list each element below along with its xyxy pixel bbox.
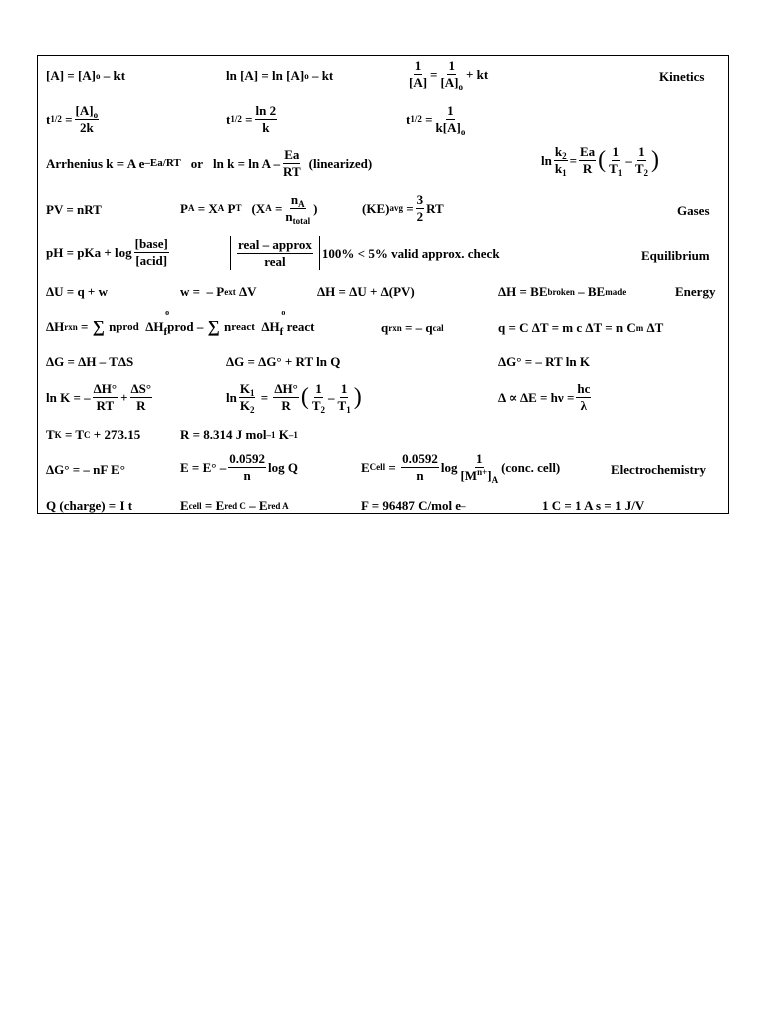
faraday-constant: F = 96487 C/mol e – (361, 498, 466, 513)
nernst-equation: E = E° – 0.0592 n log Q (180, 451, 298, 483)
coulomb-definition: 1 C = 1 A s = 1 J/V (542, 498, 645, 513)
zero-order-law: [A] = [A] o – kt (46, 68, 126, 83)
enthalpy-definition: ΔH = ΔU + Δ(PV) (317, 284, 415, 299)
half-life-first-order: t 1/2 = ln 2 k (226, 103, 277, 135)
hess-law: ΔH rxn = ∑ n prod ΔH o $_f$ prod – ∑ n react ΔH o $_f$ react (46, 318, 314, 335)
cell-potential: E cell = E red C – E red A (180, 498, 289, 513)
half-life-second-order: t 1/2 = 1 $k[A]_o$ (406, 103, 466, 137)
gas-constant: R = 8.314 J mol –1 K –1 (180, 427, 298, 442)
equation-sheet (37, 55, 729, 514)
charge-current: Q (charge) = I t (46, 498, 133, 513)
approximation-check: real – approx real 100% < 5% valid approx. check (230, 236, 500, 270)
gibbs-equilibrium-constant: ΔG° = – RT ln K (498, 354, 590, 369)
heat-capacity: q = C ΔT = m c ΔT = n C m ΔT (498, 320, 664, 335)
section-energy: Energy (675, 284, 716, 299)
section-equilibrium: Equilibrium (641, 248, 710, 263)
arrhenius-equation: Arrhenius k = A e –Ea/RT or ln k = ln A – Ea RT (linearized) (46, 147, 373, 179)
section-electrochemistry: Electrochemistry (611, 462, 707, 477)
ideal-gas-law: PV = nRT (46, 202, 102, 217)
kelvin-conversion: T K = T C + 273.15 (46, 427, 141, 442)
section-kinetics: Kinetics (659, 69, 705, 84)
calorimeter-heat: q rxn = – q cal (381, 320, 444, 335)
first-order-law: ln [A] = ln [A] o – kt (226, 68, 334, 83)
vant-hoff-linear: ln K = – ΔH° RT + ΔS° R (46, 381, 152, 413)
partial-pressure: P A = X A P T (X A = $n_A$ $n_{total}$ ) (180, 192, 318, 226)
half-life-zero-order: t 1/2 = $[A]_o$ 2k (46, 103, 99, 135)
gibbs-free-energy: ΔG = ΔH – TΔS (46, 354, 134, 369)
first-law: ΔU = q + w (46, 284, 108, 299)
concentration-cell: E Cell = 0.0592 n log 1 $[M^{n+}]_A$ (conc. cell) (361, 451, 561, 485)
section-gases: Gases (677, 203, 710, 218)
second-order-law: 1 [A] = 1 $[A]_o$ + kt (409, 58, 489, 92)
kinetic-energy-avg: (KE) avg = 3 2 RT (362, 192, 444, 224)
gibbs-cell-potential: ΔG° = – nF E° (46, 462, 125, 477)
pv-work: w = – P ext ΔV (180, 284, 257, 299)
gibbs-reaction-quotient: ΔG = ΔG° + RT ln Q (226, 354, 341, 369)
henderson-hasselbalch: pH = pKa + log [base] [acid] (46, 236, 168, 268)
photon-energy: Δ ∝ ΔE = hν = $\frac{hc}{\lambda}$ (498, 381, 591, 413)
vant-hoff-two-point: ln $K_1$ $K_2$ = ΔH° R ( 1 $T_2$ – 1 $T_1$ ) (226, 381, 362, 415)
bond-energy: ΔH = BE broken – BE made (498, 284, 627, 299)
arrhenius-two-point: ln $k_2$ $k_1$ = Ea R ( 1 $T_1$ – 1 $T_2$ ) (541, 144, 660, 178)
